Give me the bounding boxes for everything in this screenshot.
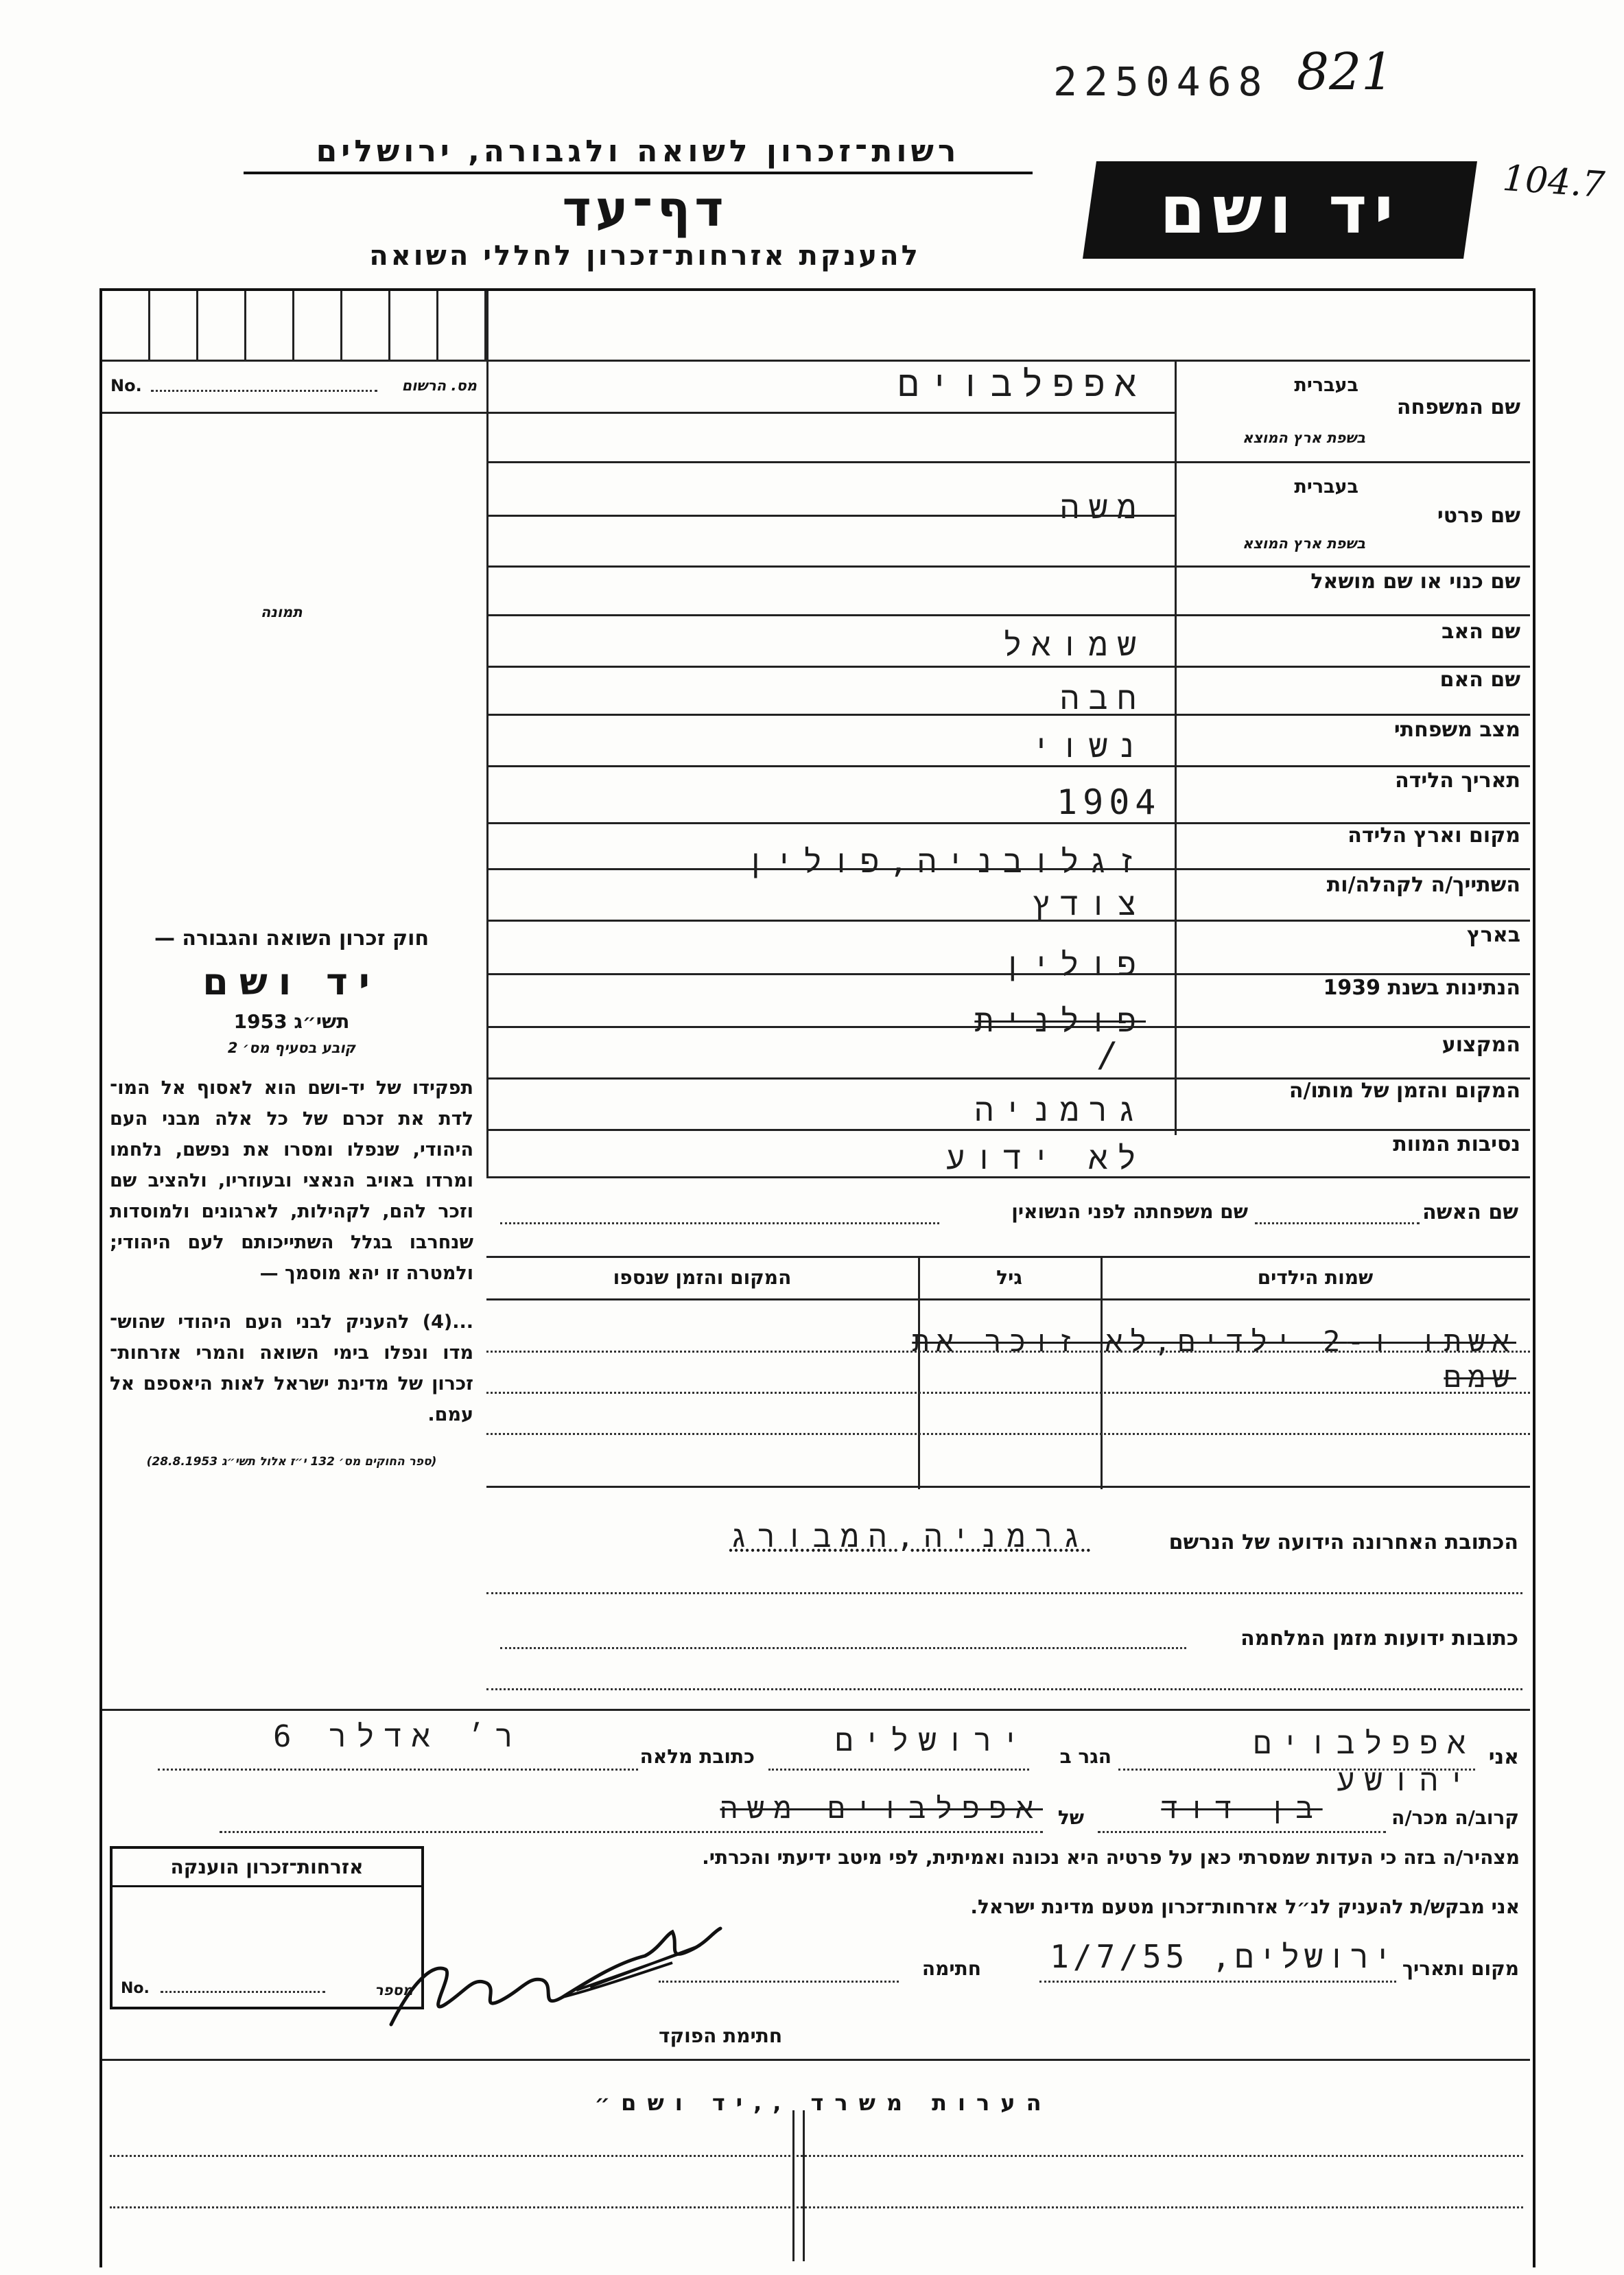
father-label: שם האב — [1441, 620, 1520, 644]
law-name: יד ושם — [202, 960, 381, 1003]
declarant-full-address-label: כתובת מלאה — [639, 1745, 755, 1768]
registration-cells — [102, 291, 486, 360]
birth-place-label: מקום וארץ הלידה — [1348, 824, 1520, 848]
remarks-title: הערות משרד ,,יד ושם״ — [594, 2090, 1052, 2116]
birth-date-value[interactable]: 1904 — [1057, 782, 1162, 822]
request-text: אני מבקש/ת להעניק לנ״ל אזרחות־זכרון מטעם מדינת ישראל. — [970, 1895, 1520, 1918]
law-ref: (ספר החוקים מס׳ 132 י״ז אלול תשי״ג 28.8.1953) — [146, 1455, 437, 1469]
relation-label: קרוב/ה מכר/ה — [1391, 1806, 1519, 1829]
of-label: של — [1057, 1806, 1084, 1829]
citizenship-box-number: מספר — [375, 1982, 413, 1998]
surname-label: שם המשפחה — [1396, 395, 1520, 419]
nickname-label: שם כנוי או שם מושאל — [1310, 570, 1520, 594]
reg-number-row — [106, 376, 482, 404]
community-value[interactable]: צודץ — [1031, 885, 1146, 922]
surname-value[interactable]: אפפלבוים — [897, 364, 1146, 405]
handwritten-ref: 104.7 — [1501, 157, 1606, 207]
citizenship-label: הנתינות בשנת 1939 — [1323, 976, 1520, 1000]
death-circ-label: נסיבות המוות — [1393, 1132, 1520, 1156]
law-box — [110, 926, 473, 1469]
declarant-i-label: אני — [1488, 1745, 1519, 1769]
yad-vashem-logo — [1083, 161, 1477, 259]
first-name-value[interactable]: משה — [1060, 489, 1146, 526]
mother-label: שם האם — [1439, 668, 1520, 692]
declarant-city[interactable]: ירושלים — [835, 1723, 1029, 1758]
declarant-full-address[interactable]: ר׳ אדלר 6 — [273, 1719, 523, 1754]
last-address-value[interactable]: גרמניה,המבורג — [729, 1519, 1090, 1554]
death-place-label: המקום והזמן של מותו/ה — [1288, 1079, 1520, 1103]
citizenship-box — [110, 1846, 424, 2009]
form-subtitle: להענקת אזרחות־זכרון לחללי השואה — [369, 240, 921, 272]
of-value[interactable]: אפפלבוים משה — [720, 1791, 1043, 1825]
relation-value[interactable]: בן דוד — [1161, 1791, 1323, 1825]
spouse-label: שם האשה — [1422, 1200, 1518, 1224]
citizenship-value[interactable]: פולנית — [974, 1002, 1146, 1039]
first-name-lang-hebrew: בעברית — [1294, 476, 1358, 498]
place-date-value[interactable]: ירושלים, 1/7/55 — [1050, 1938, 1396, 1975]
form-title: דף־עד — [562, 180, 728, 237]
marital-value[interactable]: נשוי — [1031, 727, 1146, 765]
law-year: תשי״ג 1953 — [233, 1010, 350, 1033]
children-header-names: שמות הילדים — [1257, 1266, 1374, 1289]
logo-text: יד ושם — [1160, 172, 1400, 248]
profession-label: המקצוע — [1441, 1033, 1520, 1057]
surname-lang-origin: בשפת ארץ המוצא — [1243, 430, 1365, 446]
serial-number: 2250468 — [1053, 58, 1269, 105]
reg-label: מס. הרשום — [401, 377, 477, 394]
first-name-lang-origin: בשפת ארץ המוצא — [1243, 535, 1365, 552]
law-clause: קובע בסעיף מס׳ 2 — [227, 1040, 356, 1056]
declarant-name[interactable]: אפפלבוים יהושע — [1253, 1726, 1475, 1798]
death-circ-value[interactable]: לא ידוע — [945, 1139, 1146, 1176]
community-label: השתייך/ה לקהלה/ות — [1326, 873, 1520, 897]
spouse-row — [486, 1198, 1522, 1232]
marital-label: מצב משפחתי — [1393, 718, 1520, 742]
country-value[interactable]: פולין — [1002, 946, 1146, 983]
place-date-label: מקום ותאריך — [1402, 1957, 1519, 1980]
field-first-name — [1175, 461, 1530, 565]
war-address-label: כתובות ידועות מזמן המלחמה — [1240, 1626, 1518, 1650]
last-address-row — [486, 1519, 1522, 1565]
birth-date-label: תאריך הלידה — [1395, 769, 1520, 793]
field-surname — [1175, 360, 1530, 461]
reg-no-label: No. — [110, 376, 142, 395]
signature-label: חתימה — [921, 1957, 981, 1980]
officer-signature-label: חתימת הפוקד — [659, 2025, 783, 2047]
first-name-label: שם פרטי — [1437, 504, 1520, 528]
children-header-age: גיל — [996, 1266, 1022, 1289]
declarant-signature — [370, 1922, 755, 2038]
declaration-text: מצהיר/ה בזה כי העדות שמסרתי כאן על פרטיה היא נכונה ואמיתית, לפי מיטב ידיעתי והכרתי. — [702, 1846, 1520, 1869]
law-title: חוק זכרון השואה והגבורה — — [154, 926, 429, 950]
children-row-1[interactable]: אשתו ו-2 ילדים,לא זוכר את שמם — [912, 1325, 1516, 1394]
law-text-2: ...(4) להעניק לבני העם היהודי שהוש־ מדו ונפלו בימי השואה והמרי אזרחות־ זכרון של מדינת ישראל לאות היאספם אל עמם. — [110, 1311, 473, 1425]
photo-label: תמונה — [261, 604, 303, 620]
citizenship-box-title: אזרחות־זכרון הוענקה — [113, 1849, 421, 1887]
profession-value[interactable]: / — [1098, 1035, 1129, 1075]
surname-lang-hebrew: בעברית — [1294, 375, 1358, 396]
death-place-value[interactable]: גרמניה — [974, 1091, 1146, 1128]
authority-title: רשות־זכרון לשואה ולגבורה, ירושלים — [244, 134, 1033, 174]
declarant-row-1 — [103, 1719, 1523, 1798]
citizenship-box-no: No. — [121, 1980, 150, 1997]
handwritten-code: 821 — [1297, 43, 1394, 102]
declarant-row-2 — [103, 1791, 1523, 1832]
declarant-resident-label: הגר ב — [1059, 1745, 1111, 1768]
father-value[interactable]: שמואל — [1002, 626, 1146, 663]
last-address-label: הכתובת האחרונה הידועה של הנרשם — [1168, 1530, 1518, 1554]
children-header-place: המקום והזמן שנספו — [613, 1266, 792, 1289]
birth-place-value[interactable]: זגלובניה,פולין — [746, 843, 1146, 880]
country-label: בארץ — [1466, 923, 1520, 947]
war-address-row — [486, 1620, 1522, 1661]
spouse-maiden-label: שם משפחתה לפני הנשואין — [1011, 1200, 1248, 1223]
law-text-1: תפקידו של יד-ושם הוא לאסוף אל המו־ לדת את זכרם של כל אלה מבני העם היהודי, שנפלו ומסרו את נפשם, נלחמו ומרדו באויב הנאצי ובעוזריו, ולהציב שם וזכר להם, לקהילות, לארגונים ולמוסדות שנחרבו בגלל השתייכותם לעם היהודי; ולמטרה זו יהא מוסמך — — [110, 1077, 473, 1284]
mother-value[interactable]: חבה — [1060, 679, 1146, 716]
